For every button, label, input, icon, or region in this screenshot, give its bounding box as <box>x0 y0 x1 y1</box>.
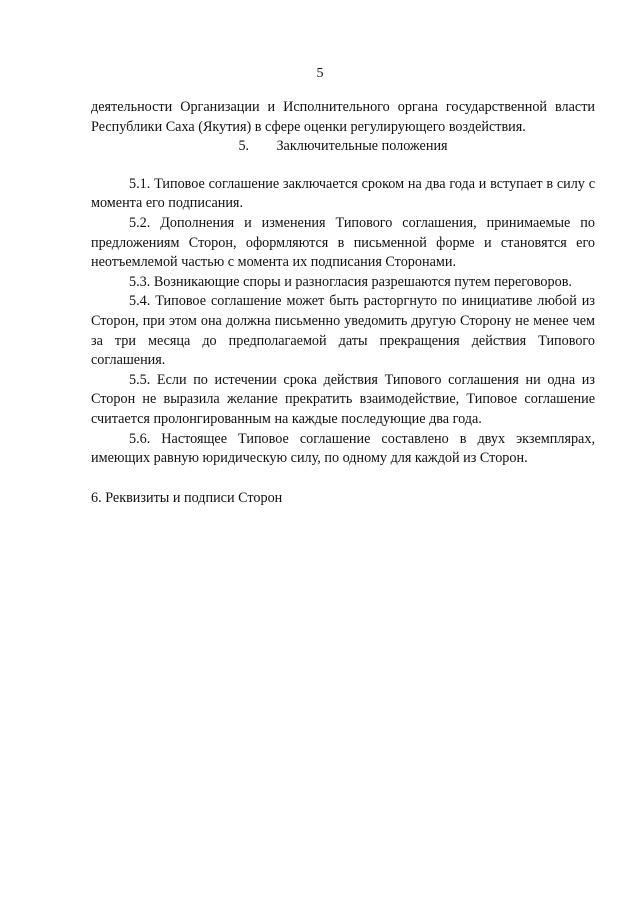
clause-5-2: 5.2. Дополнения и изменения Типового соглашения, принимаемые по предложениям Сторон, оформляются в письменной форме и становятся его неотъемлемой частью с момента их подписания Сторонами. <box>91 214 595 271</box>
clause-5-3: 5.3. Возникающие споры и разногласия разрешаются путем переговоров. <box>129 273 572 290</box>
section-5-number: 5. <box>238 138 250 155</box>
clause-5-4: 5.4. Типовое соглашение может быть расторгнуто по инициативе любой из Сторон, при этом она должна письменно уведомить другую Сторону не менее чем за три месяца до предполагаемой даты прекращения действия Типового соглашения. <box>91 293 595 369</box>
section-5-heading <box>91 137 595 157</box>
section-5-title: Заключительные положения <box>276 138 448 155</box>
page-number: 5 <box>316 66 324 81</box>
clause-5-5: 5.5. Если по истечении срока действия Типового соглашения ни одна из Сторон не выразила желание прекратить взаимодействие, Типовое соглашение считается пролонгированным на каждые последующие два года. <box>91 371 595 427</box>
clause-5-6: 5.6. Настоящее Типовое соглашение составлено в двух экземплярах, имеющих равную юридическую силу, по одному для каждой из Сторон. <box>91 430 595 467</box>
clause-5-1: 5.1. Типовое соглашение заключается сроком на два года и вступает в силу с момента его подписания. <box>91 175 595 212</box>
section-6-heading: 6. Реквизиты и подписи Сторон <box>91 489 283 506</box>
intro-paragraph: деятельности Организации и Исполнительного органа государственной власти Республики Саха (Якутия) в сфере оценки регулирующего воздействия. <box>91 99 595 135</box>
document-body <box>91 98 595 508</box>
